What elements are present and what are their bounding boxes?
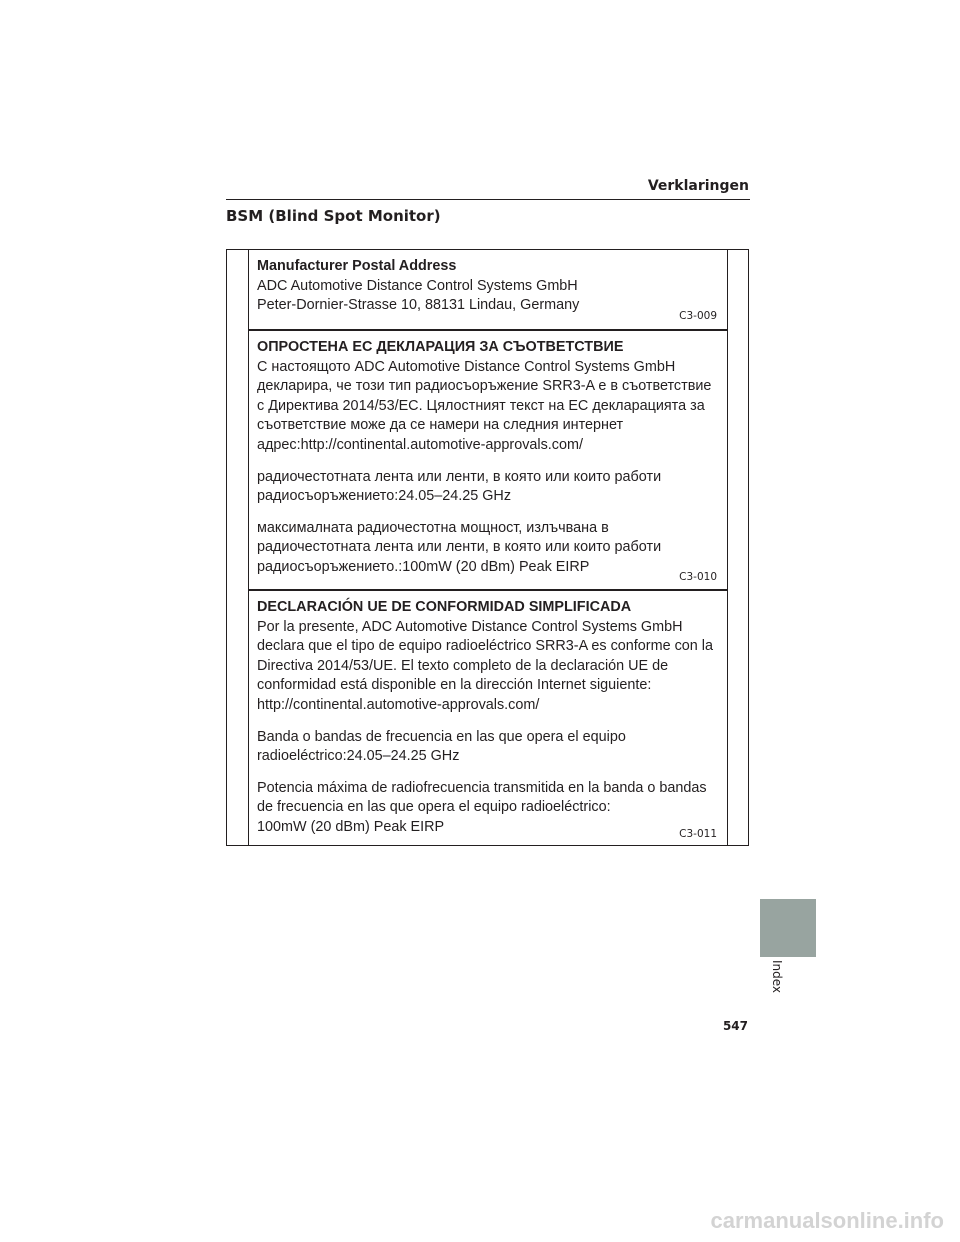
- block-code: C3-009: [679, 310, 717, 322]
- bulgarian-declaration-block: [249, 331, 727, 590]
- manufacturer-address-block: [249, 250, 727, 330]
- block-paragraph: Potencia máxima de radiofrecuencia transmitida en la banda o bandas de frecuencia en las que opera el equipo radioeléctrico: 100mW (20 dBm) Peak EIRP: [257, 779, 707, 835]
- header-divider: [226, 199, 750, 200]
- block-heading: Manufacturer Postal Address: [257, 258, 457, 274]
- block-paragraph: Por la presente, ADC Automotive Distance Control Systems GmbH declara que el tipo de equipo radioeléctrico SRR3-A es conforme con la Directiva 2014/53/UE. El texto completo de la declaración UE de conformidad está disponible en la dirección Internet siguiente: http://continental.automotive-approvals.com/: [257, 618, 713, 713]
- index-side-tab[interactable]: [760, 899, 816, 957]
- page-number: 547: [722, 1019, 748, 1033]
- block-paragraph: ADC Automotive Distance Control Systems GmbH Peter-Dornier-Strasse 10, 88131 Lindau, Germany: [257, 277, 580, 314]
- block-paragraph: Banda o bandas de frecuencia en las que opera el equipo radioeléctrico:24.05–24.25 GHz: [257, 728, 626, 765]
- running-header-title: Verklaringen: [647, 178, 749, 194]
- block-paragraph: радиочестотната лента или ленти, в която или които работи радиосъоръжението:24.05–24.25 GHz: [257, 468, 662, 505]
- spanish-declaration-block: [249, 591, 727, 846]
- block-paragraph: максималната радиочестотна мощност, излъчвана в радиочестотната лента или ленти, в която или които работи радиосъоръжението.:100mW (20 dBm) Peak EIRP: [257, 519, 662, 575]
- block-code: C3-011: [679, 828, 717, 840]
- section-title: BSM (Blind Spot Monitor): [226, 207, 441, 225]
- index-tab-label[interactable]: Index: [770, 960, 784, 994]
- block-paragraph: С настоящото ADC Automotive Distance Control Systems GmbH декларира, че този тип радиосъоръжение SRR3-A е в съответствие с Директива 2014/53/ЕС. Цялостният текст на ЕС декларацията за съответствие може да се намери на следния интернет адрес:http://continental.automotive-approvals.com/: [257, 358, 712, 453]
- block-heading: DECLARACIÓN UE DE CONFORMIDAD SIMPLIFICADA: [257, 599, 632, 615]
- block-code: C3-010: [679, 571, 717, 583]
- block-heading: ОПРОСТЕНА ЕС ДЕКЛАРАЦИЯ ЗА СЪОТВЕТСТВИЕ: [257, 339, 624, 355]
- watermark: carmanualsonline.info: [710, 1208, 944, 1233]
